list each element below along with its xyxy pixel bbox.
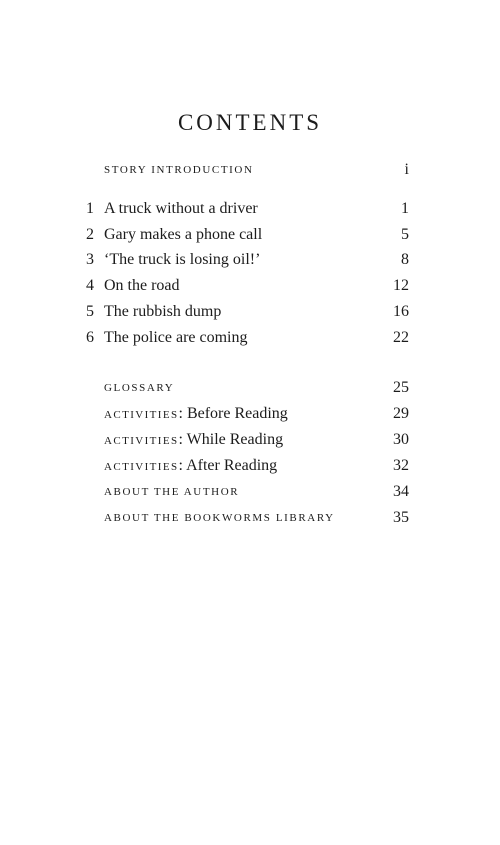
chapter-title: ‘The truck is losing oil!’ (104, 251, 261, 268)
chapter-title: On the road (104, 277, 180, 294)
toc-about-library-row (0, 506, 500, 530)
chapter-page: 5 (401, 226, 409, 243)
chapter-title: A truck without a driver (104, 200, 258, 217)
toc-about-author-page: 34 (393, 483, 409, 500)
chapter-number: 3 (86, 251, 94, 268)
chapter-number: 5 (86, 303, 94, 320)
toc-chapter-row (0, 300, 500, 324)
toc-chapter-row (0, 197, 500, 221)
toc-activities-before-page: 29 (393, 405, 409, 422)
chapter-page: 1 (401, 200, 409, 217)
toc-activities-while-page: 30 (393, 431, 409, 448)
chapter-number: 1 (86, 200, 94, 217)
toc-about-author-row (0, 480, 500, 504)
toc-activities-before-label (104, 402, 288, 427)
activities-suffix: : After Reading (178, 457, 278, 474)
chapter-title: The police are coming (104, 329, 248, 346)
toc-activities-after-label (104, 454, 277, 479)
chapter-page: 12 (393, 277, 409, 294)
chapter-title: The rubbish dump (104, 303, 222, 320)
activities-prefix: ACTIVITIES (104, 461, 179, 473)
chapter-page: 8 (401, 251, 409, 268)
toc-glossary-page: 25 (393, 379, 409, 396)
toc-chapter-row (0, 274, 500, 298)
chapter-page: 16 (393, 303, 409, 320)
toc-about-library-label: ABOUT THE BOOKWORMS LIBRARY (104, 512, 335, 524)
activities-prefix: ACTIVITIES (104, 409, 179, 421)
toc-activities-before-row (0, 402, 500, 426)
chapter-page: 22 (393, 329, 409, 346)
chapter-title: Gary makes a phone call (104, 226, 263, 243)
toc-glossary-label: GLOSSARY (104, 382, 175, 394)
toc-activities-while-label (104, 428, 283, 453)
toc-about-author-label: ABOUT THE AUTHOR (104, 486, 240, 498)
toc-chapter-row (0, 248, 500, 272)
toc-chapter-row (0, 223, 500, 247)
activities-suffix: : Before Reading (178, 405, 288, 422)
toc-intro-label: STORY INTRODUCTION (104, 164, 254, 176)
activities-suffix: : While Reading (178, 431, 284, 448)
activities-prefix: ACTIVITIES (104, 435, 179, 447)
toc-intro-row (0, 158, 500, 182)
toc-intro-page: i (404, 161, 409, 178)
toc-activities-after-page: 32 (393, 457, 409, 474)
page-title: CONTENTS (177, 110, 323, 136)
toc-activities-while-row (0, 428, 500, 452)
toc-about-library-page: 35 (393, 509, 409, 526)
chapter-number: 6 (86, 329, 94, 346)
chapter-number: 4 (86, 277, 94, 294)
toc-activities-after-row (0, 454, 500, 478)
toc-chapter-row (0, 326, 500, 350)
toc-glossary-row (0, 376, 500, 400)
chapter-number: 2 (86, 226, 94, 243)
